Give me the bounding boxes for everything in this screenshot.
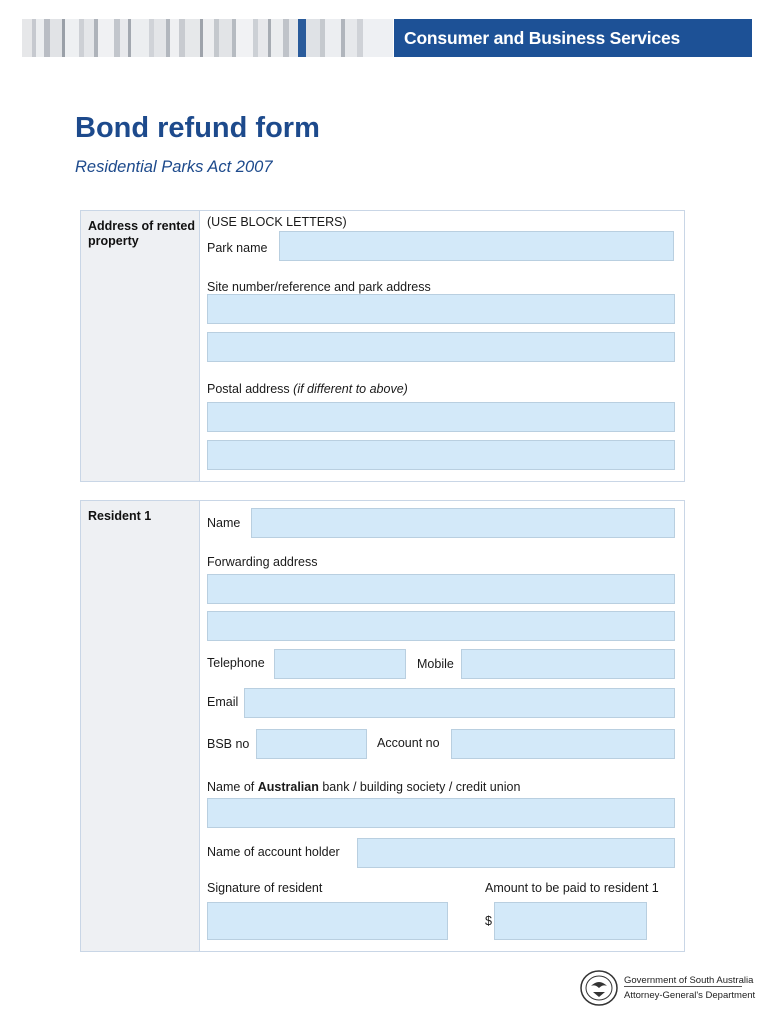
postal-address-input-line1[interactable] xyxy=(207,402,675,432)
email-input[interactable] xyxy=(244,688,675,718)
amount-label: Amount to be paid to resident 1 xyxy=(485,881,659,895)
park-name-label: Park name xyxy=(207,241,268,255)
bank-name-label xyxy=(207,780,520,794)
account-no-input[interactable] xyxy=(451,729,675,759)
resident-name-label: Name xyxy=(207,516,241,530)
telephone-label: Telephone xyxy=(207,656,265,670)
sa-government-crest-icon xyxy=(579,970,619,1006)
page-title: Bond refund form xyxy=(75,112,320,144)
footer-government-text xyxy=(624,974,755,1002)
currency-symbol: $ xyxy=(485,914,492,928)
site-address-label: Site number/reference and park address xyxy=(207,280,431,294)
mobile-label: Mobile xyxy=(417,657,454,671)
crest-svg xyxy=(579,970,619,1006)
bsb-label: BSB no xyxy=(207,737,250,751)
postal-address-input-line2[interactable] xyxy=(207,440,675,470)
forwarding-address-label: Forwarding address xyxy=(207,555,318,569)
bsb-input[interactable] xyxy=(256,729,367,759)
footer-divider xyxy=(624,986,742,987)
bank-name-input[interactable] xyxy=(207,798,675,828)
resident-section-sidebar xyxy=(81,501,200,951)
bank-name-label-suffix: bank / building society / credit union xyxy=(322,780,521,794)
postal-address-note: (if different to above) xyxy=(293,382,408,396)
bank-name-label-prefix: Name of xyxy=(207,780,255,794)
account-holder-input[interactable] xyxy=(357,838,675,868)
site-address-input-line1[interactable] xyxy=(207,294,675,324)
resident-name-input[interactable] xyxy=(251,508,675,538)
signature-input[interactable] xyxy=(207,902,448,940)
amount-input[interactable] xyxy=(494,902,647,940)
address-section-sidebar xyxy=(81,211,200,481)
signature-label: Signature of resident xyxy=(207,881,323,895)
page-subtitle: Residential Parks Act 2007 xyxy=(75,158,273,176)
resident-section-label: Resident 1 xyxy=(88,509,152,523)
email-label: Email xyxy=(207,695,239,709)
footer-line2: Attorney-General's Department xyxy=(624,990,756,1001)
footer-line1: Government of South Australia xyxy=(624,975,754,986)
header-org-banner: Consumer and Business Services xyxy=(394,19,752,57)
account-holder-label: Name of account holder xyxy=(207,845,340,859)
mobile-input[interactable] xyxy=(461,649,675,679)
header-stripe-graphic xyxy=(22,19,394,57)
bank-name-label-bold: Australian xyxy=(257,780,319,794)
postal-address-label-text: Postal address xyxy=(207,382,290,396)
block-letters-note: (USE BLOCK LETTERS) xyxy=(207,215,347,229)
address-section-label: Address of rented property xyxy=(88,219,195,248)
park-name-input[interactable] xyxy=(279,231,674,261)
site-address-input-line2[interactable] xyxy=(207,332,675,362)
account-no-label: Account no xyxy=(377,736,440,750)
postal-address-label xyxy=(207,382,408,396)
telephone-input[interactable] xyxy=(274,649,406,679)
forwarding-address-input-line1[interactable] xyxy=(207,574,675,604)
forwarding-address-input-line2[interactable] xyxy=(207,611,675,641)
